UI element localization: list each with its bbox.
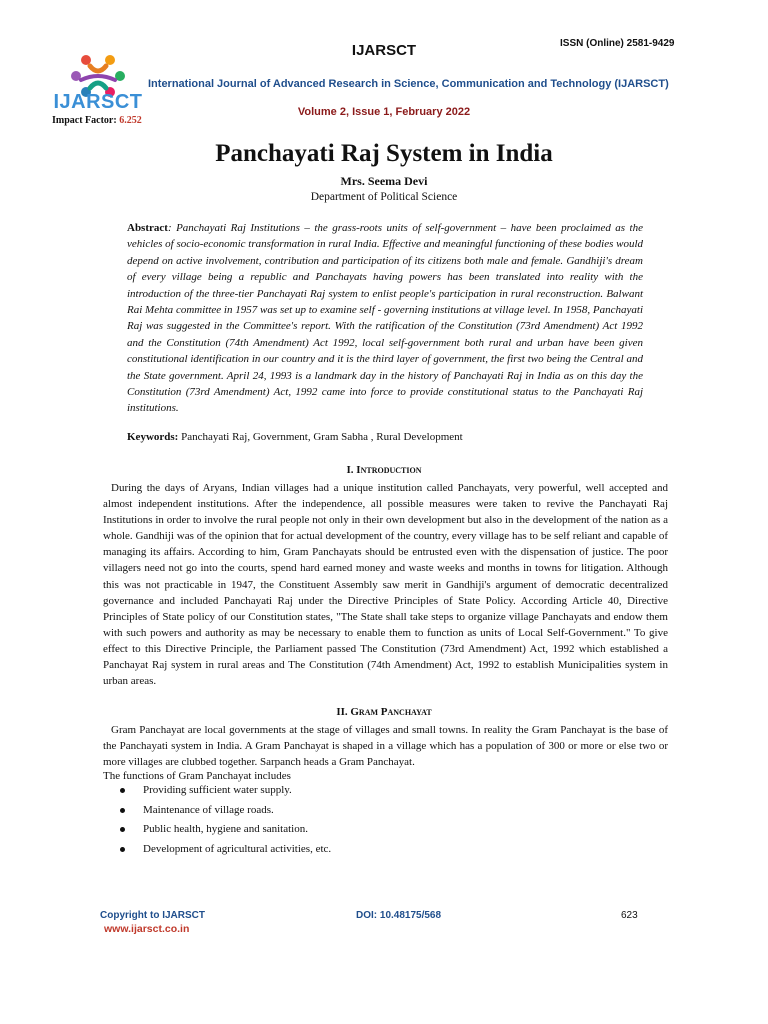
- section-title: Introduction: [356, 464, 422, 476]
- volume-issue: Volume 2, Issue 1, February 2022: [297, 106, 471, 118]
- journal-full-name: International Journal of Advanced Research in Science, Communication and Technology (IJARSCT): [148, 78, 669, 90]
- list-item-text: Maintenance of village roads.: [143, 803, 274, 816]
- footer-doi: DOI: 10.48175/568: [356, 910, 442, 921]
- list-item-text: Providing sufficient water supply.: [143, 784, 292, 796]
- bullet-icon: [120, 788, 125, 793]
- gram-panchayat-paragraph: Gram Panchayat are local governments at the stage of villages and small towns. In reality the Gram Panchayat is the base of the Panchayati system in India. A Gram Panchayat is shaped in a village which has a population of 300 or more or else two or more villages are clubbed together. Sarpanch heads a Gram Panchayat.: [103, 724, 668, 769]
- keywords: [127, 431, 643, 443]
- page-number: 623: [621, 910, 638, 921]
- list-item-text: Public health, hygiene and sanitation.: [143, 823, 308, 835]
- logo-wordmark: IJARSCT: [53, 91, 143, 113]
- abstract: [127, 220, 643, 417]
- impact-factor-label: Impact Factor:: [52, 115, 120, 126]
- section-heading-gram-panchayat: [0, 706, 768, 718]
- author-name: Mrs. Seema Devi: [340, 174, 428, 188]
- list-item: [118, 784, 331, 804]
- keywords-text: Panchayati Raj, Government, Gram Sabha , Rural Development: [178, 431, 463, 443]
- issn: ISSN (Online) 2581-9429: [560, 38, 675, 49]
- section-title: Gram Panchayat: [350, 706, 432, 718]
- bullet-icon: [120, 808, 125, 813]
- list-item: [118, 843, 331, 863]
- journal-short-name: IJARSCT: [351, 42, 417, 59]
- list-item: [118, 804, 331, 824]
- author-department: Department of Political Science: [310, 191, 458, 203]
- footer-website-link[interactable]: www.ijarsct.co.in: [104, 923, 190, 935]
- section-number: I.: [346, 464, 357, 476]
- functions-list: [118, 784, 331, 862]
- paper-title: Panchayati Raj System in India: [215, 140, 553, 167]
- bullet-icon: [120, 847, 125, 852]
- list-item: [118, 823, 331, 843]
- abstract-text: : Panchayati Raj Institutions – the grass-roots units of self-government – have been proclaimed as the vehicles of socio-economic transformation in rural India. Effective and meaningful functioning of these bodies would depend on active involvement, contribution and participation of its citizens both male and female. Gandhiji's dream of every village being a republic and Panchayats having powers has been translated into reality with the introduction of the three-tier Panchayati Raj system to enlist people's participation in rural reconstruction. Balwant Rai Mehta committee in 1957 was set up to examine self - governing institutions at village level. In 1958, Panchayati Raj was suggested in the Committee's report. With the ratification of the Constitution (73rd Amendment) Act 1992 and the Constitution (74th Amendment) Act 1992, local self-government both rural and urban have been given constitutional identification in our country and it is the third layer of government, the first two being the Central and the State government. April 24, 1993 is a landmark day in the history of Panchayati Raj in India as on this day the Constitution (73rd Amendment) Act, 1992 came into force to provide constitutional status to the Panchayati Raj institutions.: [127, 222, 644, 415]
- functions-intro: The functions of Gram Panchayat includes: [103, 770, 291, 782]
- introduction-paragraph: During the days of Aryans, Indian villages had a unique institution called Panchayats, very powerful, well accepted and almost independent institutions. After the independence, all possible measures were taken to revive the Panchayati Raj Institutions in order to involve the rural people not only in their own development but also in the development of the nation as a whole. Gandhiji was of the opinion that for actual development of the country, every village has to be self reliant and capable of managing its affairs. According to him, Gram Panchayats should be entrusted even with the dispensation of justice. The poor villagers need not go into the courts, spend hard earned money and waste weeks and months in towns for litigation. Although this was not practicable in 1947, the Constituent Assembly saw merit in Gandhiji's argument of democratic decentralized governance and included Panchayati Raj under the Directive Principles of State Policy. According Article 40, Directive Principles of State policy of our Constitution states, "The State shall take steps to organize village Panchayats and endow them with such powers and authority as may be necessary to enable them to function as units of Local Self-Government." To give effect to this Directive Principle, the Parliament passed The Constitution (73rd Amendment) Act, 1992 which established a Panchayat Raj system in rural areas and The Constitution (74th Amendment) Act, 1992 to establish Municipalities system in urban areas.: [103, 482, 668, 688]
- list-item-text: Development of agricultural activities, etc.: [143, 842, 332, 855]
- section-number: II.: [336, 706, 351, 718]
- footer-copyright: Copyright to IJARSCT: [100, 910, 205, 921]
- bullet-icon: [120, 827, 125, 832]
- abstract-label: Abstract: [127, 222, 168, 234]
- impact-factor-value: 6.252: [119, 115, 142, 126]
- section-heading-introduction: [0, 464, 768, 476]
- keywords-label: Keywords:: [127, 431, 179, 443]
